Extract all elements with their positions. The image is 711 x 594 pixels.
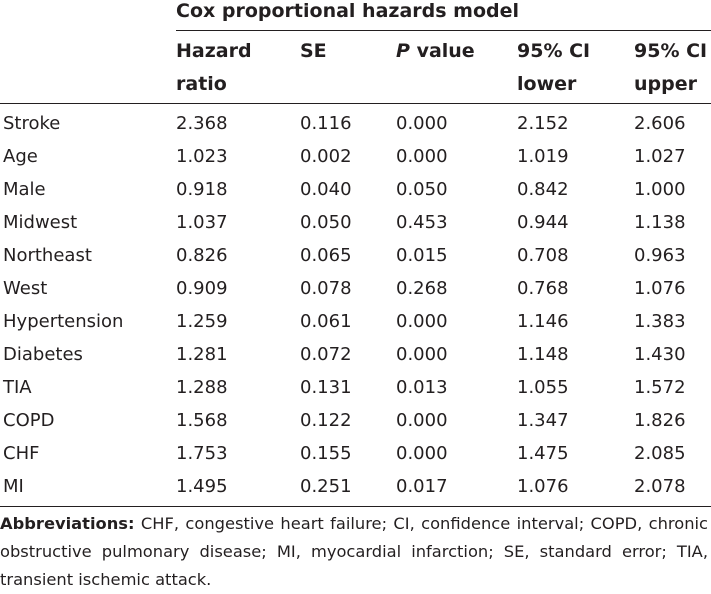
row-label: Age bbox=[3, 146, 38, 167]
table-row bbox=[0, 404, 711, 437]
footnote-heading: Abbreviations: bbox=[0, 514, 135, 533]
hazard-ratio-cell: 0.909 bbox=[176, 278, 228, 299]
footnote-text: CHF, congestive heart failure; CI, confidence interval; COPD, chronic obstructive pulmonary disease; MI, myocardial infarction; SE, standard error; TIA, transient ischemic attack. bbox=[0, 514, 708, 589]
table-row bbox=[0, 338, 711, 371]
hazard-ratio-cell: 1.753 bbox=[176, 443, 228, 464]
ci-upper-cell: 1.138 bbox=[634, 212, 686, 233]
hazard-ratio-cell: 0.826 bbox=[176, 245, 228, 266]
row-label: MI bbox=[0, 470, 176, 507]
row-label: Midwest bbox=[3, 212, 78, 233]
se-cell: 0.131 bbox=[300, 377, 352, 398]
hazard-ratio-cell: 1.568 bbox=[176, 410, 228, 431]
ci-lower-cell: 1.148 bbox=[517, 344, 569, 365]
se-cell: 0.065 bbox=[300, 245, 352, 266]
se-cell: 0.072 bbox=[300, 344, 352, 365]
hazard-ratio-cell: 1.259 bbox=[176, 311, 228, 332]
p-italic-label: P bbox=[396, 40, 410, 62]
p-value-cell: 0.000 bbox=[396, 443, 448, 464]
table-row bbox=[0, 371, 711, 404]
table-group-header-row bbox=[0, 0, 711, 31]
row-label: West bbox=[3, 278, 48, 299]
table-row bbox=[0, 173, 711, 206]
ci-lower-cell: 0.708 bbox=[517, 245, 569, 266]
ci-upper-cell: 1.076 bbox=[634, 278, 686, 299]
p-value-cell: 0.017 bbox=[396, 470, 517, 507]
se-cell: 0.078 bbox=[300, 278, 352, 299]
row-label: Male bbox=[3, 179, 46, 200]
ci-upper-cell: 2.085 bbox=[634, 443, 686, 464]
se-cell: 0.040 bbox=[300, 179, 352, 200]
table-row bbox=[0, 239, 711, 272]
ci-lower-cell: 1.019 bbox=[517, 146, 569, 167]
ci-lower-cell: 1.347 bbox=[517, 410, 569, 431]
p-value-cell: 0.000 bbox=[396, 113, 448, 134]
ci-lower-cell: 1.055 bbox=[517, 377, 569, 398]
ci-upper-cell: 2.606 bbox=[634, 113, 686, 134]
se-cell: 0.050 bbox=[300, 212, 352, 233]
hazard-ratio-cell: 1.495 bbox=[176, 470, 300, 507]
ci-lower-cell: 0.842 bbox=[517, 179, 569, 200]
table-row bbox=[0, 470, 711, 507]
ci-lower-cell: 0.768 bbox=[517, 278, 569, 299]
column-header-hazard-ratio: Hazard ratio bbox=[176, 31, 300, 104]
ci-lower-cell: 2.152 bbox=[517, 113, 569, 134]
hazard-ratio-cell: 1.288 bbox=[176, 377, 228, 398]
row-label-header bbox=[0, 31, 176, 104]
p-value-cell: 0.453 bbox=[396, 212, 448, 233]
row-label: Hypertension bbox=[3, 311, 124, 332]
ci-lower-cell: 1.475 bbox=[517, 443, 569, 464]
ci-upper-cell: 1.826 bbox=[634, 410, 686, 431]
ci-upper-cell: 0.963 bbox=[634, 245, 686, 266]
hazard-ratio-cell: 0.918 bbox=[176, 179, 228, 200]
p-value-cell: 0.013 bbox=[396, 377, 448, 398]
hazard-ratio-cell: 1.281 bbox=[176, 344, 228, 365]
ci-upper-cell: 1.027 bbox=[634, 146, 686, 167]
model-group-header: Cox proportional hazards model bbox=[176, 0, 711, 31]
ci-upper-cell: 1.383 bbox=[634, 311, 686, 332]
abbreviations-footnote bbox=[0, 510, 708, 594]
hazard-ratio-cell: 1.037 bbox=[176, 212, 228, 233]
row-label: Northeast bbox=[3, 245, 92, 266]
table-row bbox=[0, 272, 711, 305]
row-label: COPD bbox=[3, 410, 55, 431]
se-cell: 0.251 bbox=[300, 470, 396, 507]
se-cell: 0.116 bbox=[300, 113, 352, 134]
ci-upper-cell: 2.078 bbox=[634, 470, 711, 507]
p-value-cell: 0.000 bbox=[396, 344, 448, 365]
hazard-ratio-cell: 2.368 bbox=[176, 113, 228, 134]
ci-lower-cell: 0.944 bbox=[517, 212, 569, 233]
ci-lower-cell: 1.146 bbox=[517, 311, 569, 332]
table-row bbox=[0, 437, 711, 470]
table-corner-cell bbox=[0, 0, 176, 31]
table-body bbox=[0, 104, 711, 507]
p-value-cell: 0.000 bbox=[396, 410, 448, 431]
p-value-cell: 0.000 bbox=[396, 311, 448, 332]
column-header-se: SE bbox=[300, 31, 396, 104]
row-label: CHF bbox=[3, 443, 40, 464]
se-cell: 0.155 bbox=[300, 443, 352, 464]
p-value-cell: 0.050 bbox=[396, 179, 448, 200]
p-value-cell: 0.268 bbox=[396, 278, 448, 299]
ci-upper-cell: 1.430 bbox=[634, 344, 686, 365]
p-value-label: value bbox=[416, 40, 475, 62]
ci-upper-cell: 1.572 bbox=[634, 377, 686, 398]
row-label: Diabetes bbox=[3, 344, 83, 365]
hazard-ratio-cell: 1.023 bbox=[176, 146, 228, 167]
ci-lower-cell: 1.076 bbox=[517, 470, 634, 507]
table-row bbox=[0, 140, 711, 173]
se-cell: 0.061 bbox=[300, 311, 352, 332]
table-column-header-row bbox=[0, 31, 711, 104]
ci-upper-cell: 1.000 bbox=[634, 179, 686, 200]
se-cell: 0.122 bbox=[300, 410, 352, 431]
row-label: Stroke bbox=[3, 113, 61, 134]
column-header-ci-upper: 95% CI upper bbox=[634, 31, 711, 104]
column-header-p-value bbox=[396, 31, 517, 104]
column-header-ci-lower: 95% CI lower bbox=[517, 31, 634, 104]
table-row bbox=[0, 104, 711, 141]
table-row bbox=[0, 206, 711, 239]
table-row bbox=[0, 305, 711, 338]
row-label: TIA bbox=[3, 377, 32, 398]
se-cell: 0.002 bbox=[300, 146, 352, 167]
p-value-cell: 0.015 bbox=[396, 245, 448, 266]
p-value-cell: 0.000 bbox=[396, 146, 448, 167]
